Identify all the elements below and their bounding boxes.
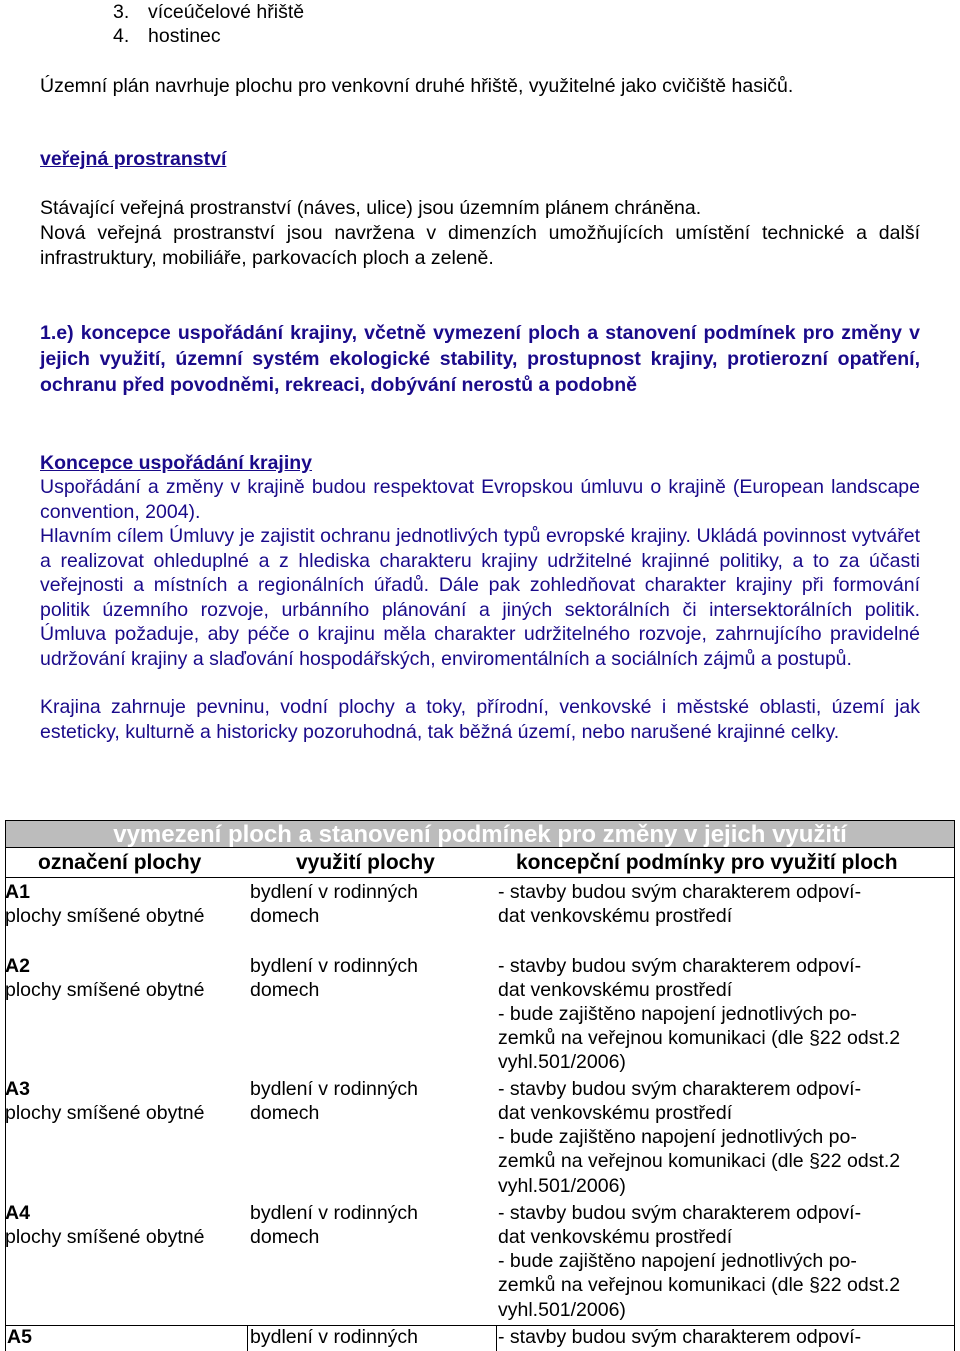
public-spaces-heading: veřejná prostranství bbox=[40, 148, 227, 170]
landscape-concept-heading: Koncepce uspořádání krajiny bbox=[40, 452, 313, 474]
column-divider bbox=[496, 1326, 497, 1351]
intro-paragraph: Územní plán navrhuje plochu pro venkovní druhé hřiště, využitelné jako cvičiště hasičů. bbox=[40, 75, 794, 97]
public-spaces-text-2: Nová veřejná prostranství jsou navržena v dimenzích umožňujících umístění technické a další infrastruktury, mobiliáře, parkovacích ploch a zeleně. bbox=[40, 222, 920, 269]
table-header bbox=[5, 848, 955, 878]
table-border-right bbox=[954, 878, 955, 1351]
column-header-use: využití plochy bbox=[296, 851, 435, 874]
column-header-conditions: koncepční podmínky pro využití ploch bbox=[516, 851, 898, 874]
table-banner bbox=[5, 820, 955, 848]
section-paragraph-2: Hlavním cílem Úmluvy je zajistit ochranu jednotlivých typů evropské krajiny. Ukládá povinnost vytvářet a realizovat ohleduplné a z hlediska charakteru krajiny udržitelné krajinné politiky, a to za účasti veřejnosti a místních a regionálních úřadů. Dále pak zohledňovat charakter krajiny při formování politik územního rozvoje, urbánního plánování a jiných sektorálních či intersektorálních politik. Úmluva požaduje, aby péče o krajinu měla charakter udržitelného rozvoje, zahrnujícího pravidelné udržování krajiny a slaďování hospodářských, enviromentálních a sociálních zájmů a postupů. bbox=[40, 525, 920, 670]
public-spaces-text-1: Stávající veřejná prostranství (náves, ulice) jsou územním plánem chráněna. bbox=[40, 197, 702, 219]
list-item: 3. víceúčelové hřiště bbox=[113, 1, 305, 23]
document-page: 3. víceúčelové hřiště 4. hostinec Územní plán navrhuje plochu pro venkovní druhé hřiště, využitelné jako cvičiště hasičů. veřejná prostranství Stávající veřejná prostranství (náves, ulice) jsou územním plánem chráněna. Nová veřejná prostranství jsou navržena v dimenzích umožňujících umístění technické a další infrastruktury, mobiliáře, parkovacích ploch a zeleně. 1.e) koncepce uspořádání krajiny, včetně vymezení ploch a stanovení podmínek pro změny v jejich využití, územní systém ekologické stability, prostupnost krajiny, protierozní opatření, ochranu před povodněmi, rekreaci, dobývání nerostů a podobně Koncepce uspořádání krajiny Uspořádání a změny v krajině budou respektovat Evropskou úmluvu o krajině (European landscape convention, 2004). Hlavním cílem Úmluvy je zajistit ochranu jednotlivých typů evropské krajiny. Ukládá povinnost vytvářet a realizovat ohleduplné a z hlediska charakteru krajiny udržitelné krajinné politiky, a to za účasti veřejnosti a místních a regionálních úřadů. Dále pak zohledňovat charakter krajiny při formování politik územního rozvoje, urbánního plánování a jiných sektorálních či intersektorálních politik. Úmluva požaduje, aby péče o krajinu měla charakter udržitelného rozvoje, zahrnujícího pravidelné udržování krajiny a slaďování hospodářských, enviromentálních a sociálních zájmů a postupů. Krajina zahrnuje pevninu, vodní plochy a toky, přírodní, venkovské i městské oblasti, území jak esteticky, kulturně a historicky pozoruhodná, tak běžná území, nebo narušené krajinné celky. vymezení ploch a stanovení podmínek pro změny v jejich využití označení plochy využití plochy koncepční podmínky pro využití ploch A1 plochy smíšené obytné bydlení v rodinných domech - stavby budou svým charakterem odpoví- dat venkovskému prostředí A2 plochy smíšené obytné bydlení v rodinných domech - stavby budou svým charakterem odpoví- dat venkovskému prostředí - bude zajištěno napojení jednotlivých po- zemků na veřejnou komunikaci (dle §22 odst.2 vyhl.501/2006) A3 plochy smíšené obytné bydlení v rodinných domech - stavby budou svým charakterem odpoví- dat venkovskému prostředí - bude zajištěno napojení jednotlivých po- zemků na veřejnou komunikaci (dle §22 odst.2 vyhl.501/2006) A4 plochy smíšené obytné bydlení v rodinných domech - stavby budou svým charakterem odpoví- dat venkovskému prostředí - bude zajištěno napojení jednotlivých po- zemků na veřejnou komunikaci (dle §22 odst.2 vyhl.501/2006) A5 bydlení v rodinných - stavby budou svým charakterem odpoví- bbox=[0, 0, 960, 1351]
table-banner-title: vymezení ploch a stanovení podmínek pro změny v jejich využití bbox=[113, 821, 847, 848]
section-paragraph-1: Uspořádání a změny v krajině budou respektovat Evropskou úmluvu o krajině (European landscape convention, 2004). bbox=[40, 476, 920, 523]
section-paragraph-3: Krajina zahrnuje pevninu, vodní plochy a toky, přírodní, venkovské i městské oblasti, území jak esteticky, kulturně a historicky pozoruhodná, tak běžná území, nebo narušené krajinné celky. bbox=[40, 696, 920, 743]
column-divider bbox=[247, 1326, 248, 1351]
column-header-code: označení plochy bbox=[38, 851, 202, 874]
list-item: 4. hostinec bbox=[113, 25, 221, 47]
section-title: 1.e) koncepce uspořádání krajiny, včetně vymezení ploch a stanovení podmínek pro změny v jejich využití, územní systém ekologické stability, prostupnost krajiny, protierozní opatření, ochranu před povodněmi, rekreaci, dobývání nerostů a podobně bbox=[40, 322, 920, 396]
